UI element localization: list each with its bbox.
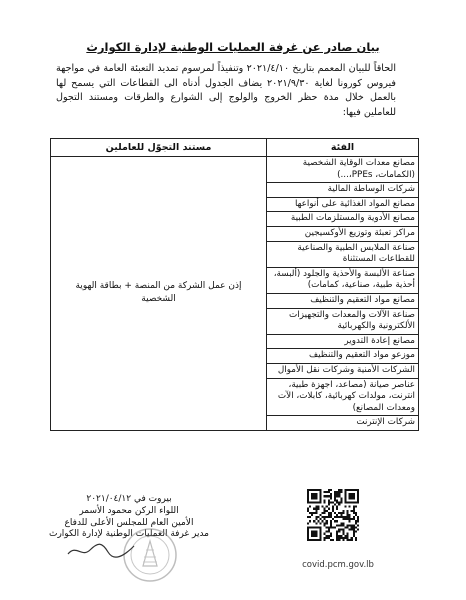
category-cell: مصانع إعادة التدوير bbox=[267, 334, 419, 349]
category-cell: شركات الإنترنت bbox=[267, 416, 419, 431]
intro-paragraph: الحاقاً للبيان المعمم بتاريخ ٢٠٢١/٤/١٠ وتنفيذاً لمرسوم تمديد التعبئة العامة في مواجهة فيروس كورونا لغاية ٢٠٢١/٩/٣٠ يضاف الجدول أدناه الى القطاعات التي يسمح لها بالعمل خلال مدة حظر الخروج والولوج إلى الشوارع والطرقات ومستند التجول للعاملين فيها: bbox=[56, 63, 396, 118]
signature-scribble bbox=[66, 540, 136, 560]
category-cell: مصانع المواد الغذائية على أنواعها bbox=[267, 197, 419, 212]
category-cell: عناصر صيانة (مصاعد، اجهزة طبية، انترنت، مولدات كهربائية، كابلات، الآت ومعدات المصانع) bbox=[267, 378, 419, 416]
document-required-cell: إذن عمل الشركة من المنصة + بطاقة الهوية الشخصية bbox=[51, 157, 267, 431]
category-cell: مراكز تعبئة وتوزيع الأوكسيجين bbox=[267, 226, 419, 241]
place-date: بيروت في ٢٠٢١/٠٤/١٢ bbox=[86, 494, 172, 504]
category-cell: موزعو مواد التعقيم والتنظيف bbox=[267, 349, 419, 364]
website-url[interactable]: covid.pcm.gov.lb bbox=[302, 560, 374, 570]
sectors-table bbox=[50, 138, 419, 431]
signer-role: الأمين العام للمجلس الأعلى للدفاع bbox=[64, 517, 194, 528]
category-cell: مصانع مواد التعقيم والتنظيف bbox=[267, 293, 419, 308]
signer-name: اللواء الركن محمود الأسمر bbox=[79, 505, 179, 516]
category-cell: شركات الوساطة المالية bbox=[267, 183, 419, 198]
signer-role: مدير غرفة العمليات الوطنية لإدارة الكوارث bbox=[48, 529, 209, 540]
category-cell: الشركات الأمنية وشركات نقل الأموال bbox=[267, 363, 419, 378]
qr-code-icon[interactable] bbox=[307, 489, 359, 541]
header-category: الفئة bbox=[267, 139, 419, 157]
category-cell: صناعة الملابس الطبية والصناعية للقطاعات المستثناة bbox=[267, 241, 419, 267]
document-title: بيان صادر عن غرفة العمليات الوطنية لإدارة الكوارث bbox=[86, 40, 380, 54]
table-header-row bbox=[51, 139, 419, 157]
table-row bbox=[51, 157, 419, 183]
category-cell: مصانع الأدوية والمستلزمات الطبية bbox=[267, 212, 419, 227]
category-cell: مصانع معدات الوقاية الشخصية (الكمامات، PPEs،...) bbox=[267, 157, 419, 183]
category-cell: صناعة الآلات والمعدات والتجهيزات الألكترونية والكهربائية bbox=[267, 308, 419, 334]
header-document: مستند التجوّل للعاملين bbox=[51, 139, 267, 157]
category-cell: صناعة الألبسة والأحذية والجلود (ألبسة، أحذية طبية، صناعية، كمامات) bbox=[267, 267, 419, 293]
